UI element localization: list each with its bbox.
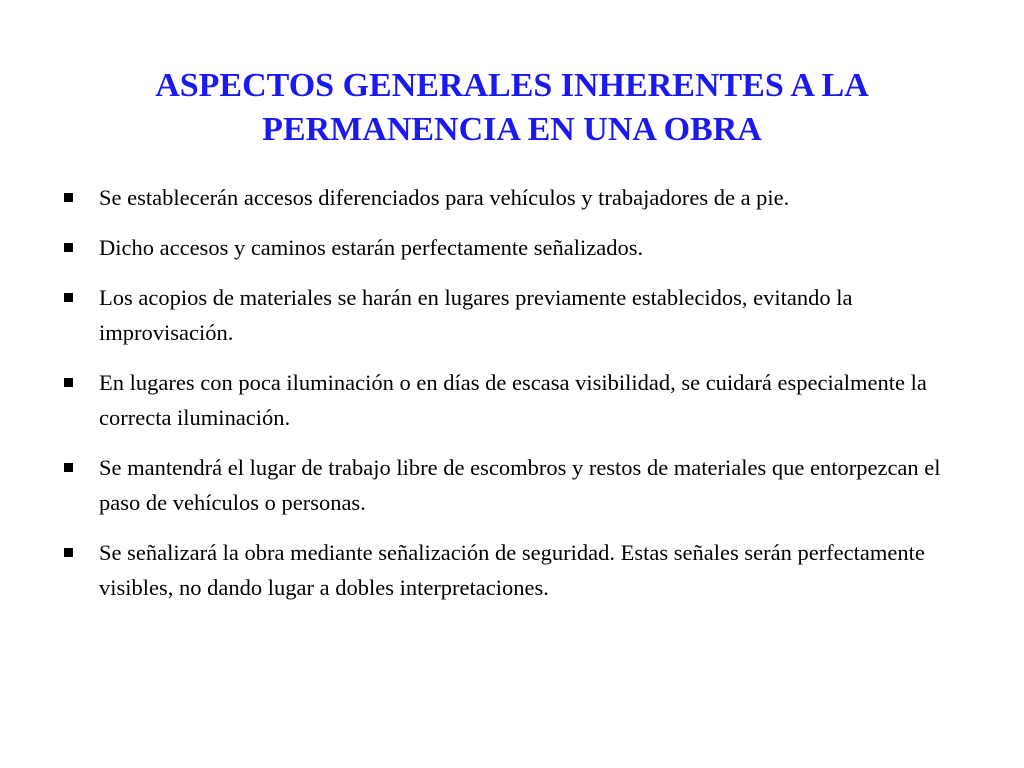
bullet-item bbox=[62, 450, 962, 520]
bullet-list bbox=[62, 180, 962, 620]
bullet-text: En lugares con poca iluminación o en días de escasa visibilidad, se cuidará especialmente la correcta iluminación. bbox=[99, 370, 927, 430]
square-bullet-icon bbox=[64, 548, 73, 557]
bullet-item bbox=[62, 365, 962, 435]
slide-title-line-1: ASPECTOS GENERALES INHERENTES A LA bbox=[155, 67, 869, 104]
bullet-item bbox=[62, 535, 962, 605]
square-bullet-icon bbox=[64, 193, 73, 202]
bullet-item bbox=[62, 180, 962, 215]
bullet-text: Los acopios de materiales se harán en lugares previamente establecidos, evitando la improvisación. bbox=[99, 285, 853, 345]
square-bullet-icon bbox=[64, 243, 73, 252]
bullet-text: Dicho accesos y caminos estarán perfectamente señalizados. bbox=[99, 235, 644, 260]
square-bullet-icon bbox=[64, 378, 73, 387]
slide-title-line-2: PERMANENCIA EN UNA OBRA bbox=[262, 111, 762, 148]
slide-title bbox=[60, 64, 964, 152]
square-bullet-icon bbox=[64, 293, 73, 302]
square-bullet-icon bbox=[64, 463, 73, 472]
bullet-text: Se mantendrá el lugar de trabajo libre de escombros y restos de materiales que entorpezcan el paso de vehículos o personas. bbox=[99, 455, 941, 515]
bullet-text: Se establecerán accesos diferenciados para vehículos y trabajadores de a pie. bbox=[99, 185, 790, 210]
bullet-text: Se señalizará la obra mediante señalización de seguridad. Estas señales serán perfectamente visibles, no dando lugar a dobles interpretaciones. bbox=[99, 540, 925, 600]
bullet-item bbox=[62, 280, 962, 350]
bullet-item bbox=[62, 230, 962, 265]
